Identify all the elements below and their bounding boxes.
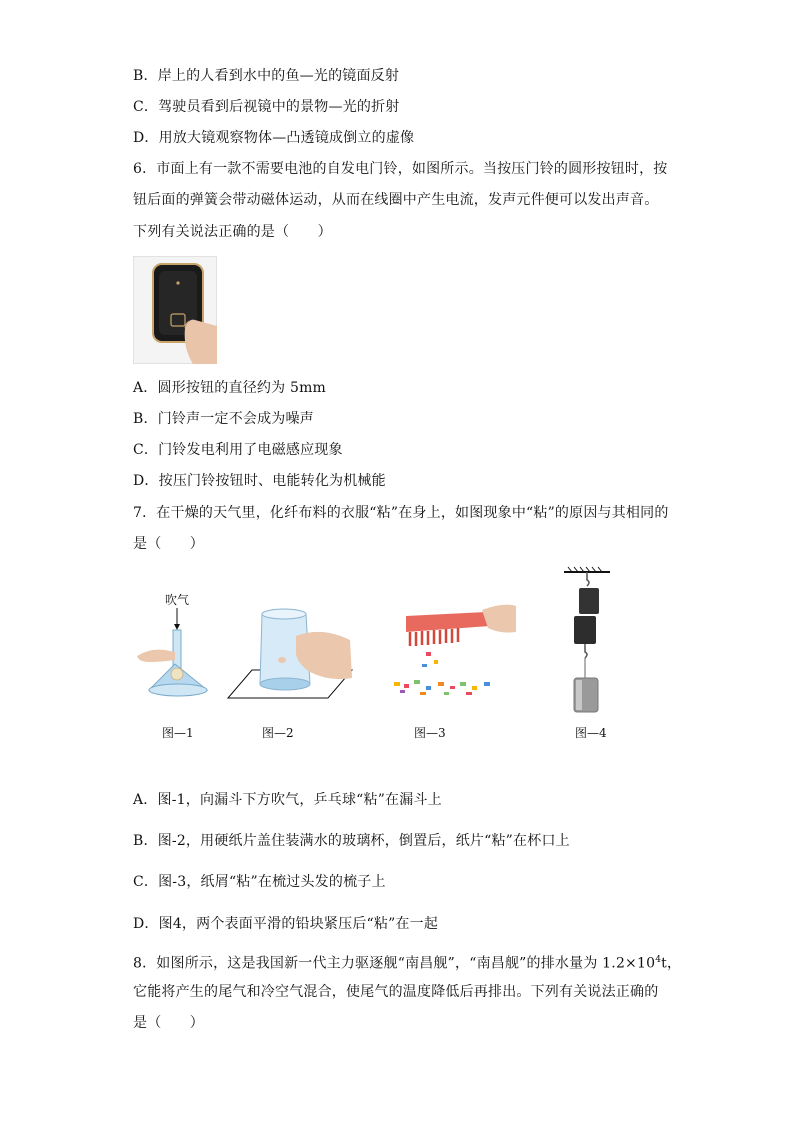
q8-exponent: 4 xyxy=(655,955,662,965)
q6-option-d: D．按压门铃按钮时、电能转化为机械能 xyxy=(133,473,386,489)
figure-2-glass xyxy=(226,606,354,702)
figure-1-label: 吹气 xyxy=(165,593,190,607)
figure-1-caption: 图—1 xyxy=(162,726,194,740)
q7-option-d: D．图4，两个表面平滑的铅块紧压后“粘”在一起 xyxy=(133,916,439,932)
q7-option-b: B．图-2，用硬纸片盖住装满水的玻璃杯，倒置后，纸片“粘”在杯口上 xyxy=(133,833,570,849)
q6-option-c: C．门铃发电利用了电磁感应现象 xyxy=(133,442,343,458)
q8-stem-line-2: 它能将产生的尾气和冷空气混合，使尾气的温度降低后再排出。下列有关说法正确的 xyxy=(133,984,659,1000)
figure-3-caption: 图—3 xyxy=(414,726,446,740)
figure-1-funnel xyxy=(135,590,215,702)
q7-stem-line-2: 是（ ） xyxy=(133,536,204,552)
q5-option-d: D．用放大镜观察物体—凸透镜成倒立的虚像 xyxy=(133,130,415,146)
figure-4-caption: 图—4 xyxy=(575,726,607,740)
q8-stem-line-3: 是（ ） xyxy=(133,1015,204,1031)
figure-4-lead-blocks xyxy=(560,566,614,718)
q6-option-b: B．门铃声一定不会成为噪声 xyxy=(133,411,314,427)
q6-stem-line-2: 钮后面的弹簧会带动磁体运动，从而在线圈中产生电流，发声元件便可以发出声音。 xyxy=(133,192,659,208)
q7-stem-line-1: 7．在干燥的天气里，化纤布料的衣服“粘”在身上，如图现象中“粘”的原因与其相同的 xyxy=(133,505,669,521)
q6-option-a: A．圆形按钮的直径约为 5mm xyxy=(133,380,327,396)
q8-stem-part-1: 8．如图所示，这是我国新一代主力驱逐舰“南昌舰”，“南昌舰”的排水量为 1.2×10 xyxy=(133,955,656,972)
q7-option-a: A．图-1，向漏斗下方吹气，乒乓球“粘”在漏斗上 xyxy=(133,792,442,808)
q5-option-b: B．岸上的人看到水中的鱼—光的镜面反射 xyxy=(133,68,400,84)
q8-stem-line-1 xyxy=(133,950,681,974)
figure-3-comb xyxy=(386,602,516,698)
doorbell-image xyxy=(133,256,217,364)
q7-option-c: C．图-3，纸屑“粘”在梳过头发的梳子上 xyxy=(133,874,386,890)
q6-stem-line-3: 下列有关说法正确的是（ ） xyxy=(133,224,332,240)
q8-stem-part-2: t， xyxy=(661,955,682,972)
q5-option-c: C．驾驶员看到后视镜中的景物—光的折射 xyxy=(133,99,400,115)
q6-stem-line-1: 6．市面上有一款不需要电池的自发电门铃，如图所示。当按压门铃的圆形按钮时，按 xyxy=(133,161,668,177)
figure-2-caption: 图—2 xyxy=(262,726,294,740)
